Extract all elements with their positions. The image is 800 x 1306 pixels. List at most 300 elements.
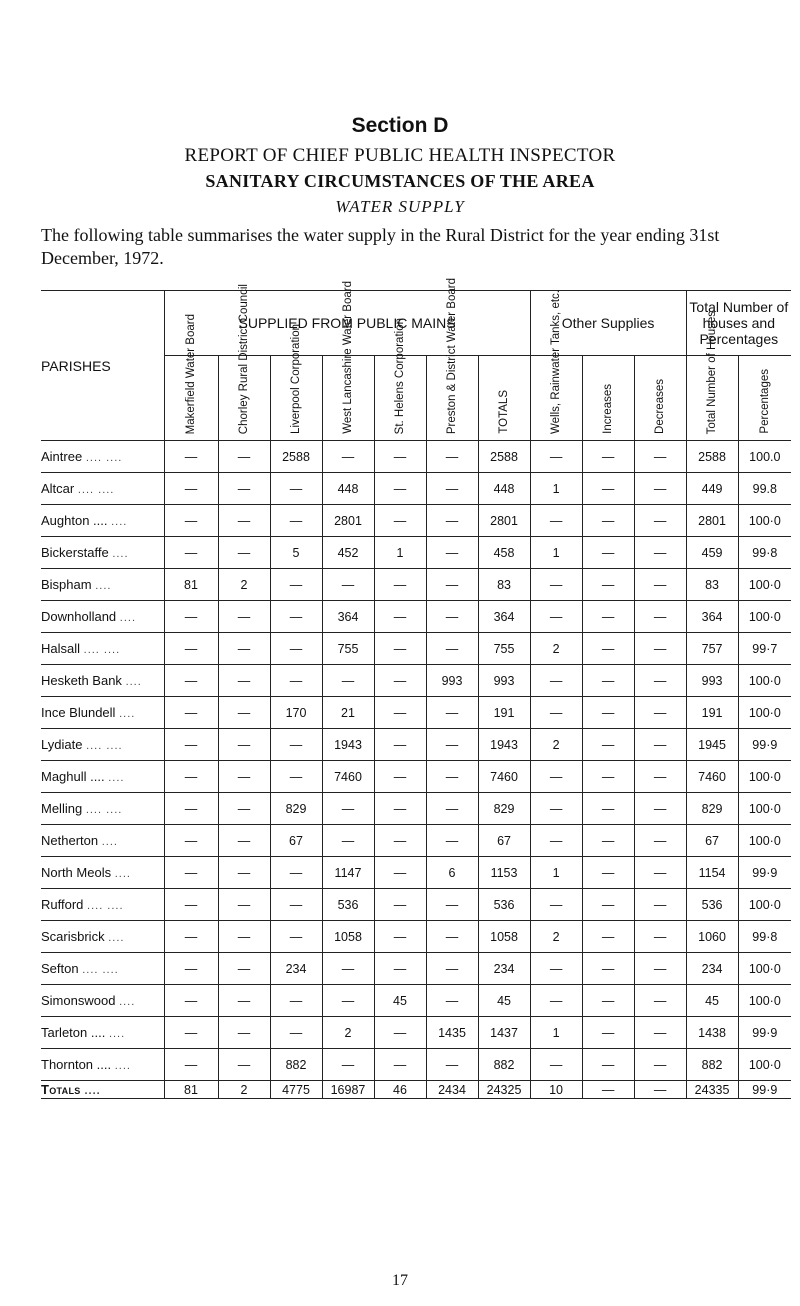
value-cell: — [270, 761, 322, 793]
value-cell: 100.0 [738, 441, 791, 473]
page-number: 17 [392, 1272, 408, 1289]
parish-name: Hesketh Bank [41, 673, 122, 688]
value-cell: 99·9 [738, 729, 791, 761]
column-header [634, 356, 686, 441]
table-row [41, 761, 791, 793]
value-cell: 757 [686, 633, 738, 665]
value-cell: — [530, 1049, 582, 1081]
value-cell: 100·0 [738, 953, 791, 985]
value-cell: 100·0 [738, 825, 791, 857]
column-header [218, 283, 270, 441]
table-row [41, 729, 791, 761]
value-cell: 2 [322, 1017, 374, 1049]
value-cell: — [582, 537, 634, 569]
leader-dots: .... .... [85, 452, 123, 464]
parish-name: Aughton .... [41, 513, 108, 528]
value-cell: — [374, 697, 426, 729]
column-header-label: West Lancashire Water Board [342, 281, 354, 434]
value-cell: — [530, 665, 582, 697]
value-cell: — [582, 601, 634, 633]
table-row [41, 953, 791, 985]
value-cell: 99.8 [738, 473, 791, 505]
table-row [41, 857, 791, 889]
parish-name: Sefton [41, 961, 79, 976]
column-header-label: Percentages [758, 369, 771, 434]
parish-name: Ince Blundell [41, 705, 116, 720]
value-cell: 99·9 [738, 1017, 791, 1049]
column-header [478, 356, 530, 441]
value-cell: — [426, 601, 478, 633]
value-cell: — [582, 505, 634, 537]
value-cell: — [374, 953, 426, 985]
value-cell: — [426, 473, 478, 505]
parish-name: Scarisbrick [41, 929, 105, 944]
parish-cell [41, 697, 164, 729]
parishes-header: PARISHES [41, 291, 164, 441]
value-cell: — [218, 1049, 270, 1081]
parish-name: Lydiate [41, 737, 83, 752]
value-cell: 2 [218, 569, 270, 601]
column-header-label: Preston & District Water Board [446, 277, 458, 434]
value-cell: — [374, 1017, 426, 1049]
value-cell: 536 [322, 889, 374, 921]
value-cell: 100·0 [738, 889, 791, 921]
value-cell: — [322, 825, 374, 857]
table-row [41, 825, 791, 857]
value-cell: — [426, 921, 478, 953]
parish-cell [41, 825, 164, 857]
value-cell: 1058 [322, 921, 374, 953]
column-header [738, 356, 791, 441]
value-cell: — [582, 697, 634, 729]
value-cell: — [582, 665, 634, 697]
value-cell: — [218, 601, 270, 633]
value-cell: 448 [478, 473, 530, 505]
value-cell: — [374, 601, 426, 633]
value-cell: — [322, 441, 374, 473]
value-cell: — [634, 665, 686, 697]
value-cell: 100·0 [738, 697, 791, 729]
value-cell: — [634, 537, 686, 569]
value-cell: — [374, 441, 426, 473]
value-cell: — [374, 505, 426, 537]
value-cell: — [270, 473, 322, 505]
column-header-label: Liverpool Corporation [290, 324, 302, 434]
value-cell: — [426, 505, 478, 537]
value-cell: — [530, 985, 582, 1017]
leader-dots: .... [119, 612, 137, 624]
intro-paragraph: The following table summarises the water supply in the Rural District for the year ending 31st December, 1972. [41, 225, 720, 268]
leader-dots: .... [111, 516, 128, 528]
value-cell: — [582, 1017, 634, 1049]
value-cell: 1943 [478, 729, 530, 761]
table-row [41, 985, 791, 1017]
value-cell: — [426, 729, 478, 761]
value-cell: 6 [426, 857, 478, 889]
column-header-label: Total Number of Houses [706, 310, 719, 434]
value-cell: 1 [530, 537, 582, 569]
value-cell: — [164, 857, 218, 889]
value-cell: 7460 [478, 761, 530, 793]
leader-dots: .... .... [86, 740, 123, 752]
column-header-label: Chorley Rural District Council [238, 283, 250, 434]
value-cell: — [164, 601, 218, 633]
value-cell: — [426, 793, 478, 825]
parish-name: Altcar [41, 481, 75, 496]
value-cell: — [218, 665, 270, 697]
value-cell: 83 [686, 569, 738, 601]
value-cell: 67 [686, 825, 738, 857]
value-cell: — [634, 473, 686, 505]
value-cell: — [426, 633, 478, 665]
parish-name: Bispham [41, 577, 92, 592]
value-cell: — [270, 1017, 322, 1049]
value-cell: 234 [478, 953, 530, 985]
value-cell: — [530, 953, 582, 985]
value-cell: 7460 [686, 761, 738, 793]
value-cell: — [322, 793, 374, 825]
value-cell: — [374, 825, 426, 857]
table-row [41, 441, 791, 473]
parish-name: Totals [41, 1082, 81, 1097]
value-cell: — [270, 633, 322, 665]
public-mains-header: SUPPLIED FROM PUBLIC MAINS [164, 291, 530, 356]
value-cell: — [164, 921, 218, 953]
value-cell: 1943 [322, 729, 374, 761]
value-cell: — [374, 1049, 426, 1081]
value-cell: — [322, 953, 374, 985]
parish-cell [41, 793, 164, 825]
value-cell: — [582, 985, 634, 1017]
value-cell: — [634, 1049, 686, 1081]
parish-name: Simonswood [41, 993, 116, 1008]
parish-name: North Meols [41, 865, 112, 880]
value-cell: — [374, 793, 426, 825]
value-cell: — [374, 921, 426, 953]
table-row [41, 505, 791, 537]
value-cell: — [164, 761, 218, 793]
leader-dots: .... [108, 932, 125, 944]
value-cell: — [374, 633, 426, 665]
column-header [322, 281, 374, 441]
value-cell: 100·0 [738, 985, 791, 1017]
value-cell: — [634, 857, 686, 889]
value-cell: 993 [478, 665, 530, 697]
value-cell: — [218, 729, 270, 761]
value-cell: — [530, 889, 582, 921]
value-cell: 1154 [686, 857, 738, 889]
value-cell: 2801 [478, 505, 530, 537]
value-cell: — [530, 793, 582, 825]
value-cell: — [582, 1049, 634, 1081]
column-header [426, 277, 478, 441]
value-cell: 100·0 [738, 569, 791, 601]
parish-cell [41, 953, 164, 985]
value-cell: — [164, 1017, 218, 1049]
table-row [41, 697, 791, 729]
column-header [270, 324, 322, 441]
parish-cell [41, 441, 164, 473]
value-cell: — [426, 825, 478, 857]
value-cell: — [218, 889, 270, 921]
value-cell: — [374, 857, 426, 889]
value-cell: — [426, 985, 478, 1017]
value-cell: — [530, 505, 582, 537]
parish-name: Melling [41, 801, 83, 816]
value-cell: 46 [374, 1081, 426, 1099]
parish-cell [41, 857, 164, 889]
parish-cell [41, 1049, 164, 1081]
value-cell: 24335 [686, 1081, 738, 1099]
value-cell: — [582, 761, 634, 793]
table-row [41, 1049, 791, 1081]
parish-cell [41, 921, 164, 953]
table-row [41, 921, 791, 953]
value-cell: — [164, 505, 218, 537]
parish-cell [41, 985, 164, 1017]
value-cell: — [322, 985, 374, 1017]
value-cell: 16987 [322, 1081, 374, 1099]
value-cell: — [582, 729, 634, 761]
value-cell: 536 [478, 889, 530, 921]
value-cell: — [164, 729, 218, 761]
value-cell: 536 [686, 889, 738, 921]
value-cell: 1435 [426, 1017, 478, 1049]
value-cell: — [218, 1017, 270, 1049]
column-header [374, 317, 426, 441]
value-cell: — [374, 473, 426, 505]
water-supply-table [41, 277, 791, 1099]
value-cell: 83 [478, 569, 530, 601]
value-cell: — [634, 985, 686, 1017]
value-cell: — [218, 953, 270, 985]
value-cell: 234 [686, 953, 738, 985]
table-row [41, 633, 791, 665]
leader-dots: .... [114, 1060, 131, 1072]
value-cell: 1 [530, 1017, 582, 1049]
value-cell: — [426, 569, 478, 601]
parish-cell [41, 537, 164, 569]
value-cell: — [270, 601, 322, 633]
value-cell: — [270, 857, 322, 889]
value-cell: 2588 [270, 441, 322, 473]
value-cell: — [218, 761, 270, 793]
value-cell: 1147 [322, 857, 374, 889]
value-cell: — [634, 505, 686, 537]
value-cell: — [322, 1049, 374, 1081]
parish-cell [41, 665, 164, 697]
value-cell: — [582, 793, 634, 825]
value-cell: — [164, 985, 218, 1017]
value-cell: — [530, 825, 582, 857]
parish-cell [41, 1081, 164, 1099]
value-cell: — [426, 761, 478, 793]
value-cell: 1058 [478, 921, 530, 953]
value-cell: 1153 [478, 857, 530, 889]
value-cell: 2801 [322, 505, 374, 537]
parish-name: Netherton [41, 833, 99, 848]
value-cell: — [582, 1081, 634, 1099]
value-cell: — [164, 953, 218, 985]
value-cell: 458 [478, 537, 530, 569]
value-cell: 99·7 [738, 633, 791, 665]
value-cell: 234 [270, 953, 322, 985]
value-cell: — [218, 473, 270, 505]
value-cell: — [218, 921, 270, 953]
value-cell: 449 [686, 473, 738, 505]
value-cell: 100·0 [738, 761, 791, 793]
leader-dots: .... [114, 868, 131, 880]
value-cell: 2588 [478, 441, 530, 473]
value-cell: — [218, 697, 270, 729]
report-title: REPORT OF CHIEF PUBLIC HEALTH INSPECTOR [184, 145, 616, 166]
column-header-label: St. Helens Corporation [394, 317, 406, 434]
value-cell: — [582, 857, 634, 889]
value-cell: — [218, 633, 270, 665]
report-subtitle: SANITARY CIRCUMSTANCES OF THE AREA [205, 171, 595, 191]
value-cell: 1437 [478, 1017, 530, 1049]
value-cell: 10 [530, 1081, 582, 1099]
value-cell: — [582, 633, 634, 665]
value-cell: 99·8 [738, 537, 791, 569]
parish-cell [41, 505, 164, 537]
parish-cell [41, 761, 164, 793]
value-cell: — [164, 1049, 218, 1081]
leader-dots: .... [101, 836, 118, 848]
value-cell: 24325 [478, 1081, 530, 1099]
column-header-label: Wells, Rainwater Tanks, etc. [550, 289, 563, 434]
parish-cell [41, 1017, 164, 1049]
section-heading: Section D [351, 114, 449, 137]
value-cell: — [270, 921, 322, 953]
value-cell: — [426, 537, 478, 569]
value-cell: — [374, 569, 426, 601]
value-cell: 829 [686, 793, 738, 825]
value-cell: 4775 [270, 1081, 322, 1099]
value-cell: — [218, 793, 270, 825]
parish-cell [41, 473, 164, 505]
value-cell: 2801 [686, 505, 738, 537]
value-cell: 364 [686, 601, 738, 633]
value-cell: 2588 [686, 441, 738, 473]
value-cell: 2 [218, 1081, 270, 1099]
value-cell: 191 [686, 697, 738, 729]
value-cell: — [322, 569, 374, 601]
value-cell: — [164, 537, 218, 569]
leader-dots: .... [119, 996, 136, 1008]
value-cell: — [218, 825, 270, 857]
value-cell: 882 [686, 1049, 738, 1081]
value-cell: — [426, 953, 478, 985]
value-cell: 21 [322, 697, 374, 729]
leader-dots: .... [125, 676, 142, 688]
value-cell: — [634, 761, 686, 793]
value-cell: — [582, 473, 634, 505]
parish-name: Tarleton .... [41, 1025, 106, 1040]
value-cell: — [582, 889, 634, 921]
value-cell: — [582, 569, 634, 601]
value-cell: — [530, 761, 582, 793]
value-cell: — [374, 729, 426, 761]
leader-dots: .... [112, 548, 129, 560]
value-cell: — [218, 985, 270, 1017]
value-cell: 2 [530, 633, 582, 665]
value-cell: — [582, 921, 634, 953]
value-cell: 1 [530, 473, 582, 505]
parish-cell [41, 889, 164, 921]
table-row [41, 889, 791, 921]
value-cell: 170 [270, 697, 322, 729]
value-cell: 1 [530, 857, 582, 889]
value-cell: 1945 [686, 729, 738, 761]
value-cell: — [218, 441, 270, 473]
value-cell: 99·9 [738, 857, 791, 889]
parish-name: Rufford [41, 897, 84, 912]
value-cell: — [270, 889, 322, 921]
value-cell: — [164, 793, 218, 825]
value-cell: 448 [322, 473, 374, 505]
leader-dots: .... .... [85, 804, 123, 816]
table-row [41, 665, 791, 697]
value-cell: — [322, 665, 374, 697]
column-header [530, 289, 582, 441]
value-cell: — [634, 441, 686, 473]
value-cell: — [634, 1017, 686, 1049]
column-header-label: Increases [602, 384, 615, 434]
column-header-label: Makerfield Water Board [185, 313, 197, 434]
value-cell: 81 [164, 1081, 218, 1099]
other-supplies-header: Other Supplies [530, 291, 686, 356]
value-cell: 2 [530, 729, 582, 761]
value-cell: — [634, 633, 686, 665]
value-cell: 459 [686, 537, 738, 569]
value-cell: — [218, 537, 270, 569]
value-cell: 1438 [686, 1017, 738, 1049]
value-cell: — [530, 601, 582, 633]
leader-dots: .... .... [77, 484, 115, 496]
value-cell: 993 [426, 665, 478, 697]
value-cell: — [634, 793, 686, 825]
value-cell: 99·8 [738, 921, 791, 953]
value-cell: — [634, 729, 686, 761]
value-cell: 45 [478, 985, 530, 1017]
value-cell: — [634, 921, 686, 953]
value-cell: — [530, 697, 582, 729]
value-cell: 99·9 [738, 1081, 791, 1099]
leader-dots: .... .... [82, 964, 119, 976]
value-cell: 755 [478, 633, 530, 665]
value-cell: 45 [374, 985, 426, 1017]
value-cell: 1 [374, 537, 426, 569]
value-cell: 81 [164, 569, 218, 601]
leader-dots: .... [95, 580, 112, 592]
parish-name: Halsall [41, 641, 81, 656]
value-cell: — [582, 825, 634, 857]
table-row [41, 601, 791, 633]
table-row [41, 537, 791, 569]
parish-name: Thornton .... [41, 1057, 112, 1072]
value-cell: — [634, 601, 686, 633]
value-cell: — [164, 441, 218, 473]
value-cell: 191 [478, 697, 530, 729]
parish-name: Downholland [41, 609, 117, 624]
value-cell: — [426, 889, 478, 921]
value-cell: 100·0 [738, 601, 791, 633]
value-cell: — [164, 473, 218, 505]
value-cell: — [426, 697, 478, 729]
value-cell: 7460 [322, 761, 374, 793]
value-cell: 100·0 [738, 505, 791, 537]
